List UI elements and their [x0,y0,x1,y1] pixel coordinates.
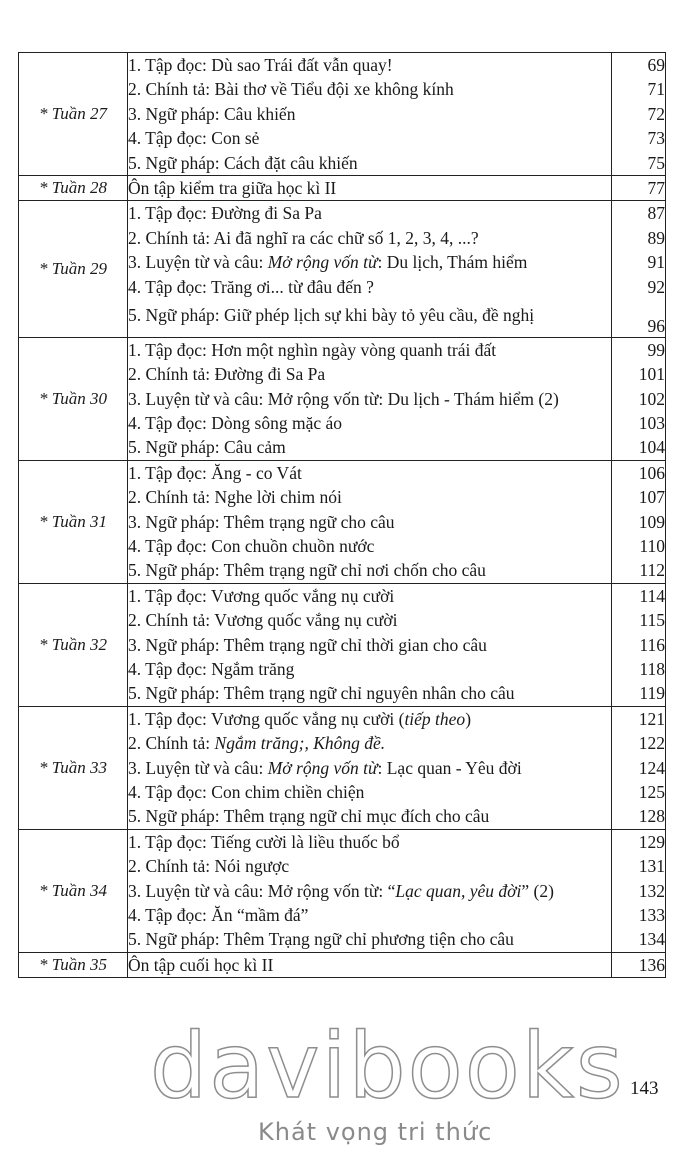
lesson-page-number: 124 [638,757,665,778]
lesson-page-number: 73 [647,128,665,149]
lesson-page-number: 112 [639,560,665,581]
watermark-tagline: Khát vọng tri thức [258,1118,493,1146]
lesson-page-number: 92 [647,276,665,297]
lesson-page-number: 129 [638,831,665,852]
lesson-title: 4. Tập đọc: Con sẻ [128,128,260,149]
lesson-page-number: 101 [638,364,665,385]
lesson-title [128,707,611,731]
week-label: * Tuần 28 [19,175,128,200]
lesson-title: 1. Tập đọc: Hơn một nghìn ngày vòng quanh trái đất [128,339,497,360]
lesson-page-number: 107 [638,487,665,508]
lesson-page-number: 106 [638,462,665,483]
lesson-page-number: 115 [639,610,665,631]
page-list [612,201,666,338]
lesson-page-number: 133 [638,904,665,925]
lesson-title: 5. Ngữ pháp: Thêm trạng ngữ chỉ nguyên nhân cho câu [128,683,515,704]
lesson-title: 4. Tập đọc: Trăng ơi... từ đâu đến ? [128,276,374,297]
lesson-page-number: 125 [638,781,665,802]
lesson-title: 1. Tập đọc: Ăng - co Vát [128,462,302,483]
week-label: * Tuần 30 [19,337,128,460]
week-label: * Tuần 34 [19,829,128,952]
lesson-title: 2. Chính tả: Nghe lời chim nói [128,487,342,508]
lesson-page-number: 116 [639,634,665,655]
lesson-title: Ôn tập kiểm tra giữa học kì II [128,177,337,198]
lesson-title: 4. Tập đọc: Dòng sông mặc áo [128,413,343,434]
lesson-title: 5. Ngữ pháp: Thêm trạng ngữ chỉ nơi chốn cho câu [128,560,486,581]
lesson-title-part: 3. Luyện từ và câu: [128,757,268,778]
lesson-title: 1. Tập đọc: Vương quốc vắng nụ cười [128,585,395,606]
lesson-page-number: 96 [647,315,665,336]
week-label: * Tuần 27 [19,53,128,176]
lesson-title-part: : Lạc quan - Yêu đời [377,757,522,778]
lesson-list [128,337,612,460]
lesson-title-part: 1. Tập đọc: Vương quốc vắng nụ cười ( [128,708,405,729]
week-label: * Tuần 35 [19,952,128,977]
lesson-title [128,731,611,755]
lesson-page-number: 118 [639,658,665,679]
week-row [19,337,666,460]
lesson-title: 1. Tập đọc: Dù sao Trái đất vẫn quay! [128,55,393,75]
lesson-list [128,460,612,583]
lesson-title: 2. Chính tả: Vương quốc vắng nụ cười [128,610,398,631]
lesson-list [128,201,612,338]
lesson-title-part: Mở rộng vốn từ [267,252,378,273]
lesson-page-number: 114 [639,585,665,606]
lesson-page-number: 75 [647,152,665,173]
lesson-title: 1. Tập đọc: Tiếng cười là liều thuốc bổ [128,831,400,852]
lesson-title-part: Mở rộng vốn từ [267,757,378,778]
lesson-title: 2. Chính tả: Ai đã nghĩ ra các chữ số 1, 2, 3, 4, ...? [128,227,479,248]
week-row [19,175,666,200]
lesson-page-number: 121 [638,708,665,729]
lesson-title: 3. Ngữ pháp: Thêm trạng ngữ cho câu [128,511,395,532]
lesson-title [128,250,611,274]
page-list [612,175,666,200]
lesson-list [128,706,612,829]
lesson-title: 4. Tập đọc: Ăn “mầm đá” [128,904,309,925]
lesson-page-number: 119 [639,683,665,704]
lesson-page-number: 109 [638,511,665,532]
lesson-list [128,53,612,176]
lesson-page-number: 69 [647,55,665,75]
lesson-title-part: : Du lịch, Thám hiểm [377,252,528,273]
lesson-title: Ôn tập cuối học kì II [128,954,274,975]
lesson-title: 4. Tập đọc: Con chuồn chuồn nước [128,536,375,557]
lesson-page-number: 136 [638,954,665,975]
lesson-list [128,952,612,977]
lesson-title [128,756,611,780]
lesson-title-part: 2. Chính tả: [128,733,215,754]
page-list [612,53,666,176]
lesson-page-number: 122 [638,733,665,754]
page-list [612,952,666,977]
page-number: 143 [630,1078,659,1099]
page-list [612,829,666,952]
lesson-title-part: tiếp theo [404,708,466,729]
lesson-title: 3. Ngữ pháp: Câu khiến [128,103,296,124]
lesson-list [128,583,612,706]
week-row [19,706,666,829]
lesson-title-part: Lạc quan, yêu đời [395,880,522,901]
table-of-contents [18,52,666,978]
lesson-list [128,175,612,200]
lesson-title: 2. Chính tả: Nói ngược [128,856,290,877]
lesson-title: 1. Tập đọc: Đường đi Sa Pa [128,203,322,224]
lesson-title: 4. Tập đọc: Ngắm trăng [128,658,295,679]
week-row [19,952,666,977]
lesson-title: 5. Ngữ pháp: Giữ phép lịch sự khi bày tỏ yêu cầu, đề nghị [128,304,535,325]
lesson-title: 5. Ngữ pháp: Thêm trạng ngữ chỉ mục đích cho câu [128,806,490,827]
lesson-page-number: 131 [638,856,665,877]
lesson-page-number: 110 [639,536,665,557]
lesson-page-number: 132 [638,880,665,901]
lesson-page-number: 77 [647,177,665,198]
lesson-title-part: ) [465,708,472,729]
lesson-page-number: 128 [638,806,665,827]
page-list [612,460,666,583]
week-label: * Tuần 29 [19,201,128,338]
week-label: * Tuần 33 [19,706,128,829]
lesson-page-number: 134 [638,929,665,950]
lesson-page-number: 72 [647,103,665,124]
week-label: * Tuần 32 [19,583,128,706]
week-row [19,460,666,583]
lesson-title: 2. Chính tả: Đường đi Sa Pa [128,364,326,385]
lesson-title: 3. Luyện từ và câu: Mở rộng vốn từ: Du lịch - Thám hiểm (2) [128,388,559,409]
page-list [612,706,666,829]
lesson-page-number: 89 [647,227,665,248]
lesson-title: 4. Tập đọc: Con chim chiền chiện [128,781,365,802]
lesson-title [128,879,611,903]
lesson-list [128,829,612,952]
lesson-page-number: 91 [647,252,665,273]
lesson-title: 2. Chính tả: Bài thơ về Tiểu đội xe không kính [128,79,454,100]
lesson-page-number: 99 [647,339,665,360]
lesson-title: 5. Ngữ pháp: Câu cảm [128,437,286,458]
lesson-title-part: 3. Luyện từ và câu: [128,252,268,273]
lesson-title-part: ” (2) [521,880,554,901]
toc-body [19,53,666,978]
week-row [19,583,666,706]
week-row [19,53,666,176]
week-row [19,829,666,952]
week-label: * Tuần 31 [19,460,128,583]
lesson-title: 5. Ngữ pháp: Cách đặt câu khiến [128,152,358,173]
lesson-page-number: 102 [638,388,665,409]
page-list [612,583,666,706]
lesson-title: 3. Ngữ pháp: Thêm trạng ngữ chỉ thời gian cho câu [128,634,487,655]
watermark-logo: davibooks [150,1014,625,1119]
lesson-page-number: 104 [638,437,665,458]
lesson-title-part: Ngắm trăng;, Không đề. [214,733,386,754]
page-list [612,337,666,460]
lesson-page-number: 87 [647,203,665,224]
lesson-title: 5. Ngữ pháp: Thêm Trạng ngữ chỉ phương tiện cho câu [128,929,514,950]
lesson-title-part: 3. Luyện từ và câu: Mở rộng vốn từ: “ [128,880,396,901]
lesson-page-number: 71 [647,79,665,100]
week-row [19,201,666,338]
lesson-page-number: 103 [638,413,665,434]
